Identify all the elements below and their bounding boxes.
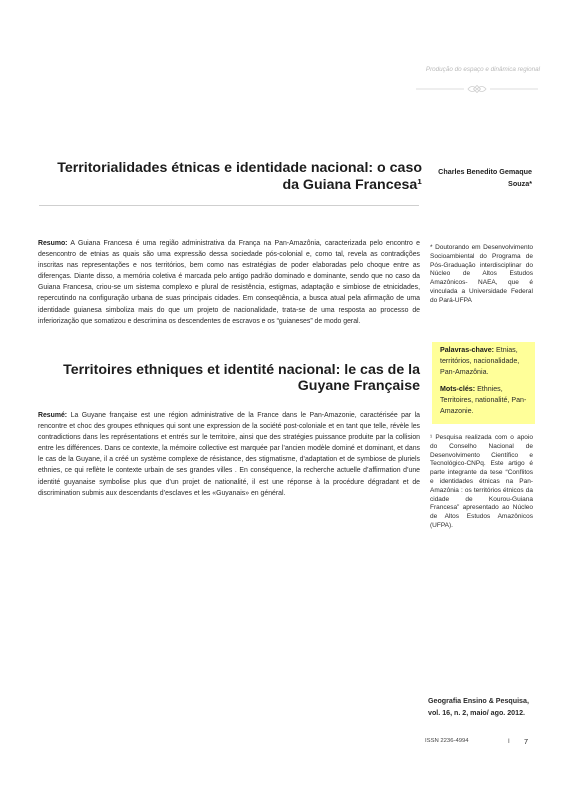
running-head: Produção do espaço e dinâmica regional [425,66,540,73]
keywords-fr [440,384,532,418]
issn: ISSN 2236-4994 [425,738,469,744]
author-note: * Doutorando em Desenvolvimento Socioambiental do Programa de Pós-Graduação interdisciplinar do Núcleo de Altos Estudos Amazônicos- NAEA, que é vinculada a Universidade Federal do Pará-UFPA [430,244,533,304]
author-name: Charles Benedito Gemaque Souza* [438,167,532,188]
abstract-pt [38,238,420,327]
abstract-fr-text: La Guyane française est une région administrative de la France dans le Pan-Amazonie, caractérisée par la rencontre et choc des groupes ethniques qui sont une expression de la société post-coloniale et en tant que telle, révèle les contradictions dans les représentations et entrés sur le territoire, ainsi que des stratégies puissance produite par la collision entre les différences. Dans ce contexte, la mémoire collective est marquée par l’ancien modèle dominé et dominant, et dans le cas de la Guyane, il a créé un système complexe de résistance, des stigmatisme, d’adaptation et de symbiose de pluriels ethnies, ce qui reflète le contexte urbain de ses grandes villes . En conséquence, la recherche actuelle d’affirmation d’une identité guyanaise symbolise plus que d’un projet de nationalité, il est une réponse à la procédure dégradant et de discrimination submis aux descendants d’esclaves et les «Guyanais» en général. [38,412,420,497]
article-title-pt: Territorialidades étnicas e identidade nacional: o caso da Guiana Francesa¹ [57,160,422,193]
page-number: 7 [524,737,529,746]
keywords-fr-text: Ethnies, Territoires, nationalité, Pan-Amazonie. [440,385,527,416]
abstract-fr-label: Resumé: [38,412,68,419]
abstract-pt-label: Resumo: [38,240,68,247]
footnote-1: ¹ Pesquisa realizada com o apoio do Conselho Nacional de Desenvolvimento Científico e Tecnológico-CNPq. Este artigo é parte integrante da tese “Conflitos e identidades étnicas na Pan-Amazônia : os territórios étnicos da cidade de Kourou-Guiana Francesa” apresentado ao Núcleo de Altos Estudos Amazônicos (UFPA). [430,434,533,529]
journal-citation: Geografia Ensino & Pesquisa, vol. 16, n. 2, maio/ ago. 2012. [428,697,529,717]
abstract-pt-text: A Guiana Francesa é uma região administrativa da França na Pan-Amazônia, caracterizada pelo encontro e desencontro de etnias as quais são uma expressão dessa sociedade pós-colonial e, como tal, revela as contradições inscritas nas representações e nos territórios, bem como nas estratégias de poder elaboradas pelo choque entre as diferenças. Diante disso, a memória coletiva é marcada pelo antigo padrão dominado e dominante, sendo que no caso da Guiana Francesa, criou-se um sistema complexo e plural de resistência, estigmas, adaptação e simbiose de etnicidades, repercutindo na configuração urbana de suas principais cidades. Em conseqüência, a busca atual pela afirmação de uma identidade guianesa simboliza mais do que um projeto de nacionalidade, trata-se de uma resposta ao processo de inferiorização que somatizou e descrimina os descendentes de escravos e os “guianeses” de modo geral. [38,240,420,325]
keywords-pt-text: Etnias, territórios, nacionalidade, Pan-Amazônia. [440,346,520,377]
article-title-fr: Territoires ethniques et identité nacional: le cas de la Guyane Française [63,362,420,394]
keywords-fr-label: Mots-clés: [440,385,476,393]
keywords-pt [440,345,532,379]
abstract-fr [38,410,420,499]
footer-separator: I [508,738,510,745]
keywords-pt-label: Palavras-chave: [440,346,495,354]
title-divider [39,205,419,206]
ornament-flourish-icon [414,79,540,99]
